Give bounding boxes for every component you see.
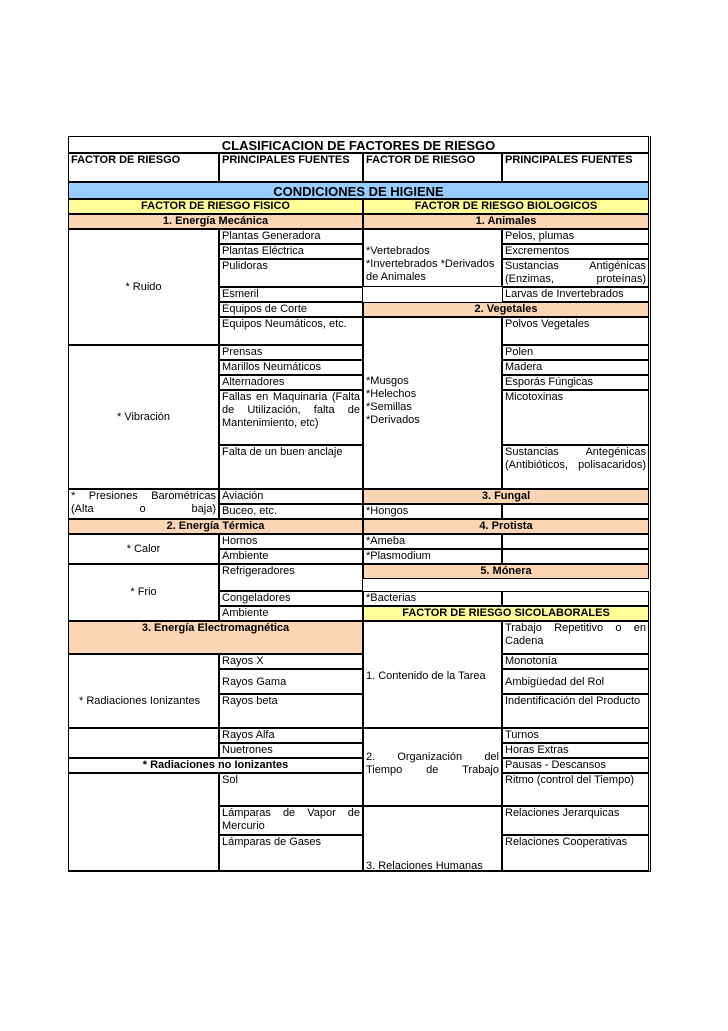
fuente-cell: Plantas Eléctrica <box>219 244 363 259</box>
spacer <box>363 579 649 591</box>
fuente-cell: Ritmo (control del Tiempo) <box>502 773 649 806</box>
fuente-cell: Ambiente <box>219 606 363 621</box>
fuente-cell: Prensas <box>219 345 363 360</box>
fuente-cell: Relaciones Jerarquicas <box>502 806 649 835</box>
protista-title: 4. Protista <box>363 519 649 534</box>
fuente-cell: Lámparas de Vapor de Mercurio <box>219 806 363 835</box>
fuente-cell: Pelos, plumas <box>502 229 649 244</box>
no-ionizantes-label: * Radiaciones no Ionizantes <box>68 758 363 773</box>
empty-cell <box>68 728 219 758</box>
energia-electromagnetica: 3. Energía Electromagnética <box>68 621 363 654</box>
factor-cell: *Ameba <box>363 534 502 549</box>
animales-factores <box>363 229 502 287</box>
fuente-cell: Rayos Gama <box>219 669 363 694</box>
fuente-cell: Lámparas de Gases <box>219 835 363 871</box>
ruido-label: * Ruido <box>68 229 219 345</box>
bacterias-cell: *Bacterias <box>363 591 502 606</box>
fungal-title: 3. Fungal <box>363 489 649 504</box>
ionizantes-label: * Radiaciones Ionizantes <box>68 654 219 728</box>
calor-label: * Calor <box>68 534 219 564</box>
fuente-cell: Excrementos <box>502 244 649 259</box>
fuente-cell: Indentificación del Producto <box>502 694 649 728</box>
fuente-cell: Ambiente <box>219 549 363 564</box>
fuente-cell: Plantas Generadora <box>219 229 363 244</box>
vegetales-factores <box>363 317 502 489</box>
sicolaboral-title: FACTOR DE RIESGO SICOLABORALES <box>363 606 649 621</box>
energia-termica: 2. Energía Térmica <box>68 519 363 534</box>
fuente-cell: Pulidoras <box>219 259 363 287</box>
fuente-cell: Marillos Neumáticos <box>219 360 363 375</box>
factor-text: *Musgos <box>366 375 409 387</box>
vibracion-label: * Vibración <box>68 345 219 489</box>
fuente-cell: Larvas de Invertebrados <box>502 287 649 302</box>
relaciones-humanas-label: 3. Relaciones Humanas <box>363 806 502 871</box>
fuente-cell: Monotonía <box>502 654 649 669</box>
factor-text: *Invertebrados *Derivados de Animales <box>366 258 495 283</box>
header-fuentes-2: PRINCIPALES FUENTES <box>502 153 649 182</box>
factor-cell: *Plasmodium <box>363 549 502 564</box>
fuente-cell: Congeladores <box>219 591 363 606</box>
animales-title: 1. Animales <box>363 214 649 229</box>
fuente-cell: Falta de un buen anclaje <box>219 445 363 489</box>
empty-cell <box>502 534 649 549</box>
fuente-cell: Trabajo Repetitivo o en Cadena <box>502 621 649 654</box>
fuente-cell: Esporás Fúngicas <box>502 375 649 390</box>
empty-cell <box>68 773 219 871</box>
fuente-cell: Hornos <box>219 534 363 549</box>
factor-text: *Helechos <box>366 388 417 400</box>
table-title: CLASIFICACION DE FACTORES DE RIESGO <box>68 136 649 153</box>
fuente-cell: Sustancias Antigénicas (Enzimas, proteínas) <box>502 259 649 287</box>
fuente-cell: Esmeril <box>219 287 363 302</box>
fuente-cell: Rayos beta <box>219 694 363 728</box>
organizacion-tiempo-label: 2. Organización del Tiempo de Trabajo <box>363 728 502 806</box>
band-condiciones-higiene: CONDICIONES DE HIGIENE <box>68 182 649 199</box>
header-factor-1: FACTOR DE RIESGO <box>68 153 219 182</box>
fuente-cell: Polvos Vegetales <box>502 317 649 345</box>
fuente-cell: Relaciones Cooperativas <box>502 835 649 871</box>
factor-text: *Derivados <box>366 414 420 426</box>
hongos-cell: *Hongos <box>363 504 502 519</box>
fuente-cell: Micotoxinas <box>502 390 649 445</box>
fuente-cell: Polen <box>502 345 649 360</box>
fuente-cell: Nuetrones <box>219 743 363 758</box>
fuente-cell: Equipos Neumáticos, etc. <box>219 317 363 345</box>
fuente-cell: Fallas en Maquinaria (Falta de Utilización, falta de Mantenimiento, etc) <box>219 390 363 445</box>
fuente-cell: Madera <box>502 360 649 375</box>
fuente-cell: Equipos de Corte <box>219 302 363 317</box>
biologico-title: FACTOR DE RIESGO BIOLOGICOS <box>363 199 649 214</box>
fuente-cell: Pausas - Descansos <box>502 758 649 773</box>
vegetales-title: 2. Vegetales <box>363 302 649 317</box>
presiones-label: * Presiones Barométricas (Alta o baja) <box>68 489 219 519</box>
fuente-cell: Refrigeradores <box>219 564 363 591</box>
fuente-cell: Ambigüedad del Rol <box>502 669 649 694</box>
monera-title: 5. Mónera <box>363 564 649 579</box>
empty-cell <box>502 591 649 606</box>
fuente-cell: Horas Extras <box>502 743 649 758</box>
fisico-title: FACTOR DE RIESGO FISICO <box>68 199 363 214</box>
fuente-cell: Rayos X <box>219 654 363 669</box>
header-factor-2: FACTOR DE RIESGO <box>363 153 502 182</box>
fuente-cell: Sol <box>219 773 363 806</box>
empty-cell <box>502 504 649 519</box>
frio-label: * Frio <box>68 564 219 621</box>
energia-mecanica: 1. Energía Mecánica <box>68 214 363 229</box>
empty-cell <box>502 549 649 564</box>
contenido-tarea-label: 1. Contenido de la Tarea <box>363 621 502 728</box>
fuente-cell: Turnos <box>502 728 649 743</box>
header-fuentes-1: PRINCIPALES FUENTES <box>219 153 363 182</box>
factor-text: *Vertebrados <box>366 245 430 257</box>
fuente-cell: Alternadores <box>219 375 363 390</box>
fuente-cell: Aviación <box>219 489 363 504</box>
factor-text: *Semillas <box>366 401 412 413</box>
fuente-cell: Buceo, etc. <box>219 504 363 519</box>
fuente-cell: Sustancias Antegénicas (Antibióticos, polisacaridos) <box>502 445 649 489</box>
fuente-cell: Rayos Alfa <box>219 728 363 743</box>
